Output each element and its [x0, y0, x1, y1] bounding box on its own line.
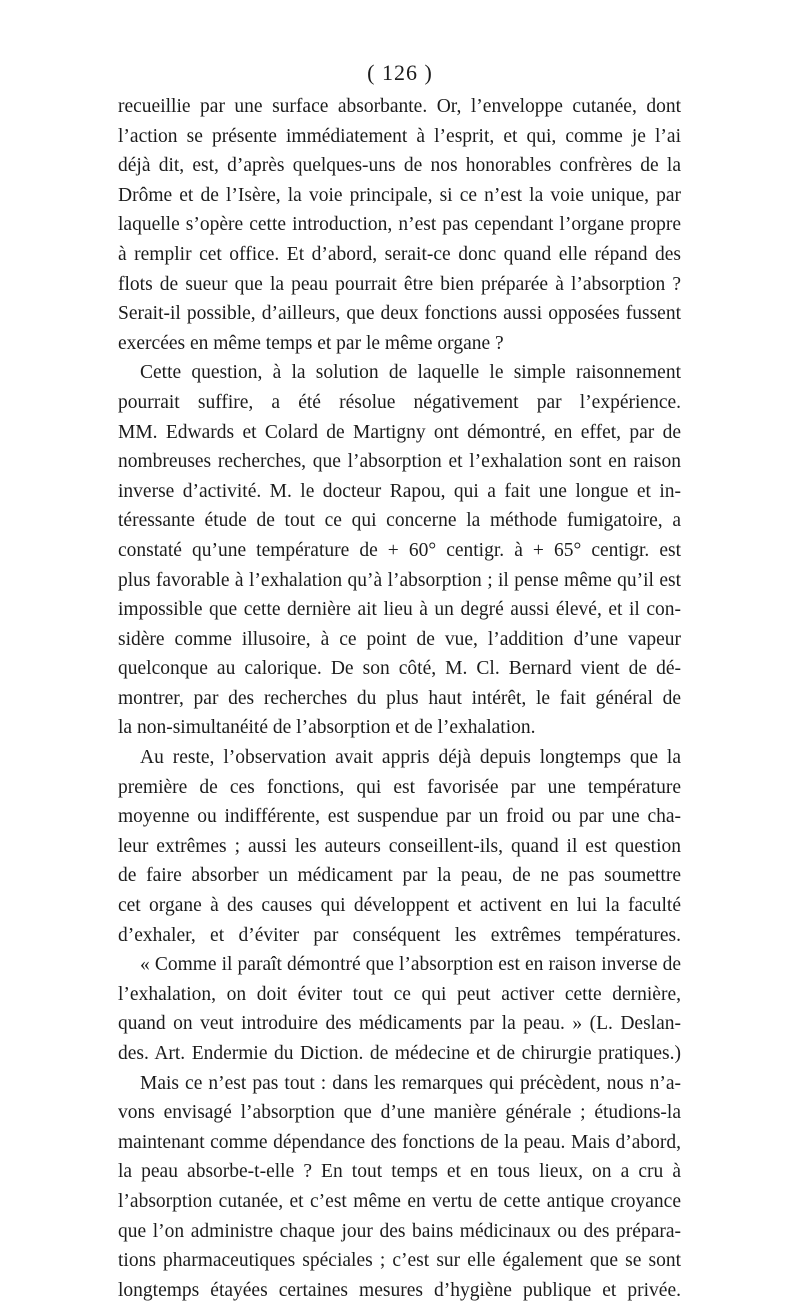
text-line: nombreuses recherches, que l’absorption et l’exhalation sont en raison — [118, 451, 681, 473]
text-line: que l’on administre chaque jour des bains médicinaux ou des prépara- — [118, 1220, 681, 1242]
text-line: Serait-il possible, d’ailleurs, que deux fonctions aussi opposées fussent — [118, 303, 681, 325]
text-line: la non-simultanéité de l’absorption et de l’exhalation. — [118, 717, 536, 739]
text-line: tions pharmaceutiques spéciales ; c’est sur elle également que se sont — [118, 1250, 681, 1272]
text-line: inverse d’activité. M. le docteur Rapou, qui a fait une longue et in- — [118, 480, 681, 502]
text-line: Au reste, l’observation avait appris déjà depuis longtemps que la — [140, 747, 681, 769]
text-line: l’exhalation, on doit éviter tout ce qui peut activer cette dernière, — [118, 983, 681, 1005]
text-line: l’action se présente immédiatement à l’esprit, et qui, comme je l’ai — [118, 125, 681, 147]
body-text — [118, 92, 681, 1305]
text-line: des. Art. Endermie du Diction. de médecine et de chirurgie pratiques.) — [118, 1043, 681, 1064]
text-line: plus favorable à l’exhalation qu’à l’absorption ; il pense même qu’il est — [118, 569, 681, 591]
text-line: cet organe à des causes qui développent et activent en lui la faculté — [118, 895, 681, 917]
text-line: déjà dit, est, d’après quelques-uns de nos honorables confrères de la — [118, 155, 681, 177]
text-line: montrer, par des recherches du plus haut intérêt, le fait général de — [118, 687, 681, 709]
text-line: téressante étude de tout ce qui concerne la méthode fumigatoire, a — [118, 510, 681, 532]
text-line: quelconque au calorique. De son côté, M. Cl. Bernard vient de dé- — [118, 658, 681, 680]
text-line: exercées en même temps et par le même organe ? — [118, 332, 504, 354]
text-line: sidère comme illusoire, à ce point de vue, l’addition d’une vapeur — [118, 628, 681, 650]
text-line: vons envisagé l’absorption que d’une manière générale ; étudions-la — [118, 1102, 681, 1124]
text-line: leur extrêmes ; aussi les auteurs conseillent-ils, quand il est question — [118, 835, 681, 857]
text-line: maintenant comme dépendance des fonctions de la peau. Mais d’abord, — [118, 1131, 681, 1153]
text-line: impossible que cette dernière ait lieu à un degré aussi élevé, et il con- — [118, 599, 681, 621]
text-line: MM. Edwards et Colard de Martigny ont démontré, en effet, par de — [118, 421, 681, 443]
text-line: Mais ce n’est pas tout : dans les remarques qui précèdent, nous n’a- — [140, 1072, 681, 1094]
text-line: de faire absorber un médicament par la peau, de ne pas soumettre — [118, 865, 681, 887]
text-line: l’absorption cutanée, et c’est même en vertu de cette antique croyance — [118, 1190, 681, 1212]
text-line: longtemps étayées certaines mesures d’hygiène publique et privée. — [118, 1279, 681, 1301]
page-number: ( 126 ) — [367, 60, 433, 85]
text-line: constaté qu’une température de + 60° centigr. à + 65° centigr. est — [118, 539, 681, 561]
text-line: première de ces fonctions, qui est favorisée par une température — [118, 776, 681, 798]
text-line: Cette question, à la solution de laquelle le simple raisonnement — [140, 362, 681, 384]
text-line: recueillie par une surface absorbante. Or, l’enveloppe cutanée, dont — [118, 96, 681, 117]
text-line: moyenne ou indifférente, est suspendue par un froid ou par une cha- — [118, 806, 681, 828]
text-line: pourrait suffire, a été résolue négativement par l’expérience. — [118, 391, 681, 413]
text-line: à remplir cet office. Et d’abord, serait-ce donc quand elle répand des — [118, 243, 681, 265]
text-line: la peau absorbe-t-elle ? En tout temps et en tous lieux, on a cru à — [118, 1161, 681, 1183]
text-line: laquelle s’opère cette introduction, n’est pas cependant l’organe propre — [118, 214, 681, 236]
text-line: Drôme et de l’Isère, la voie principale, si ce n’est la voie unique, par — [118, 184, 681, 206]
text-line: d’exhaler, et d’éviter par conséquent les extrêmes températures. — [118, 924, 681, 946]
text-line: flots de sueur que la peau pourrait être bien préparée à l’absorption ? — [118, 273, 681, 295]
text-line: « Comme il paraît démontré que l’absorption est en raison inverse de — [140, 954, 681, 976]
text-line: quand on veut introduire des médicaments par la peau. » (L. Deslan- — [118, 1013, 681, 1035]
